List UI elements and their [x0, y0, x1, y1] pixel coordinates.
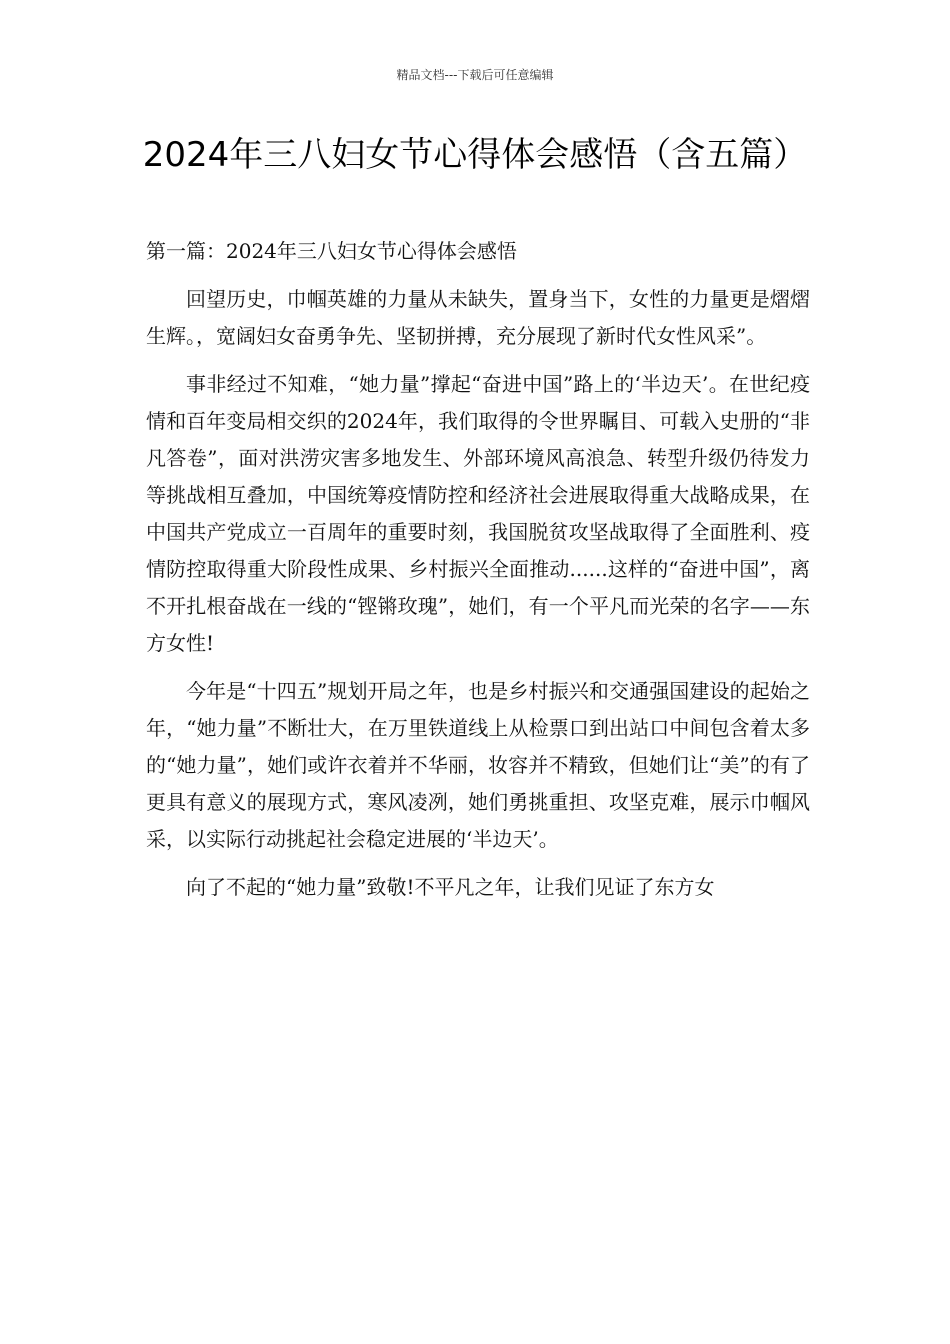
document-body [146, 233, 810, 917]
header-note: 精品文档---下载后可任意编辑 [396, 68, 554, 82]
paragraph-3: 今年是“十四五”规划开局之年，也是乡村振兴和交通强国建设的起始之年，“她力量”不断壮大，在万里铁道线上从检票口到出站口中间包含着太多的“她力量”，她们或许衣着并不华丽，妆容并不精致，但她们让“美”的有了更具有意义的展现方式，寒风凌冽，她们勇挑重担、攻坚克难，展示巾帼风采，以实际行动挑起社会稳定进展的‘半边天’。 [146, 679, 810, 851]
document-title: 2024年三八妇女节心得体会感悟（含五篇） [142, 135, 808, 175]
section-heading: 第一篇：2024年三八妇女节心得体会感悟 [146, 239, 517, 263]
paragraph-1: 回望历史，巾帼英雄的力量从未缺失，置身当下，女性的力量更是熠熠生辉。，宽阔妇女奋勇争先、坚韧拼搏，充分展现了新时代女性风采”。 [146, 287, 810, 348]
paragraph-2: 事非经过不知难，“她力量”撑起“奋进中国”路上的‘半边天’。在世纪疫情和百年变局相交织的2024年，我们取得的令世界瞩目、可载入史册的“非凡答卷”，面对洪涝灾害多地发生、外部环境风高浪急、转型升级仍待发力等挑战相互叠加，中国统筹疫情防控和经济社会进展取得重大战略成果，在中国共产党成立一百周年的重要时刻，我国脱贫攻坚战取得了全面胜利、疫情防控取得重大阶段性成果、乡村振兴全面推动......这样的“奋进中国”，离不开扎根奋战在一线的“铿锵玫瑰”，她们，有一个平凡而光荣的名字——东方女性! [146, 372, 810, 655]
paragraph-4: 向了不起的“她力量”致敬!不平凡之年，让我们见证了东方女 [186, 875, 715, 899]
